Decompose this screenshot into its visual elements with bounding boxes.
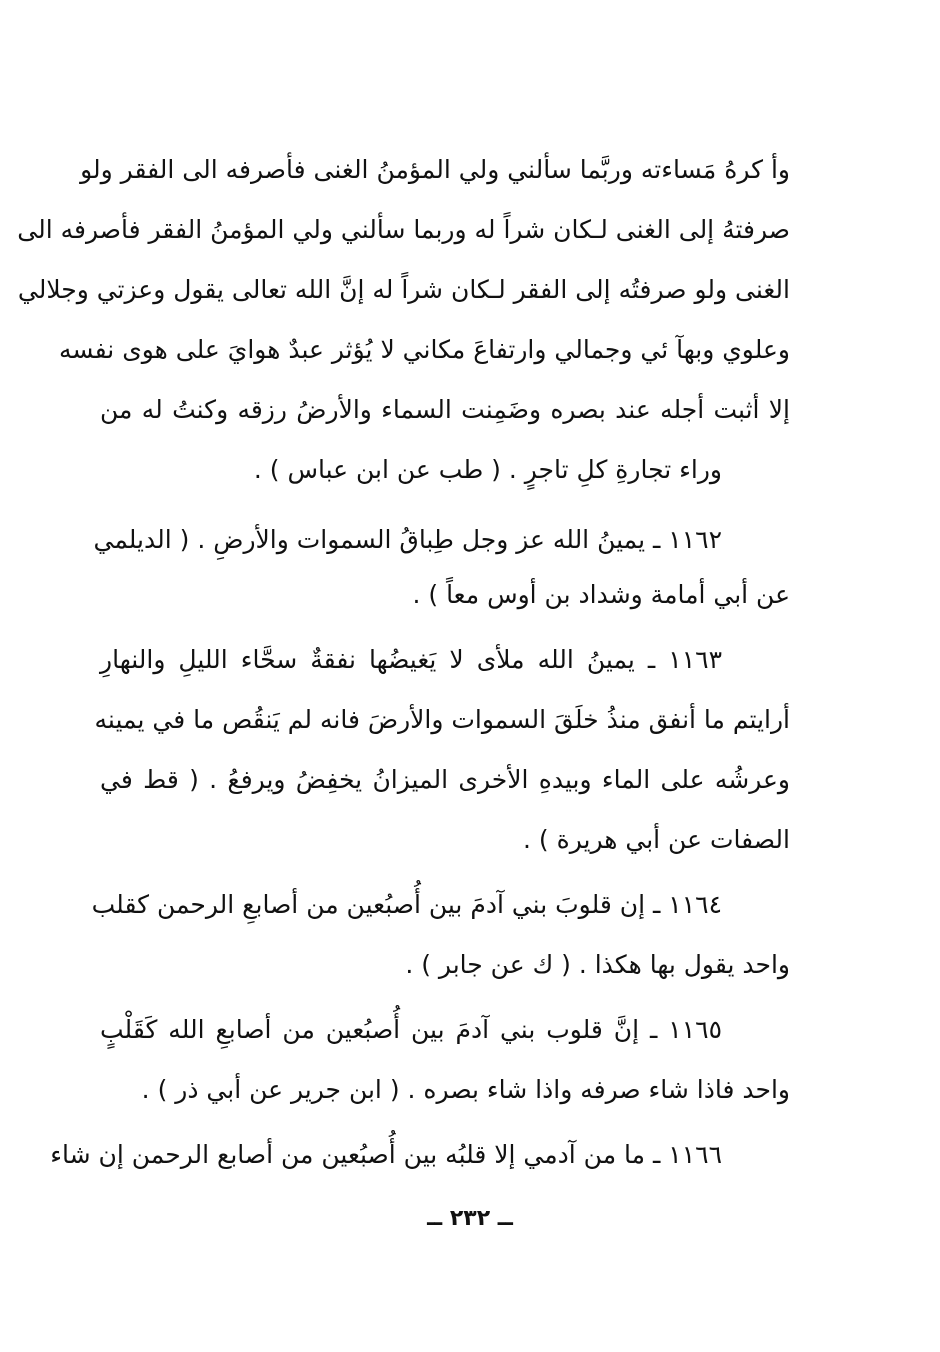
hadith-1164-line-2: واحد يقول بها هكذا . ( ك عن جابر ) . bbox=[405, 950, 790, 979]
hadith-1163-line-2: أرايتم ما أنفق منذُ خلَقَ السموات والأرضَ فانه لم يَنقُص ما في يمينه bbox=[94, 705, 790, 734]
hadith-1162-line-1: ١١٦٢ ـ يمينُ الله عز وجل طِباقُ السموات والأرضِ . ( الديلمي bbox=[93, 525, 722, 554]
text-line-3: الغنى ولو صرفتُه إلى الفقر لـكان شراً له إنَّ الله تعالى يقول وعزتي وجلالي bbox=[17, 275, 790, 304]
text-line-5: إلا أثبت أجله عند بصره وضَمِنت السماء والأرضُ رزقه وكنتُ له من bbox=[100, 395, 790, 424]
hadith-1162-line-2: عن أبي أمامة وشداد بن أوس معاً ) . bbox=[412, 580, 790, 609]
hadith-1163-line-1: ١١٦٣ ـ يمينُ الله ملأى لا يَغيضُها نفقةٌ سحَّاء الليلِ والنهارِ bbox=[100, 645, 722, 674]
hadith-1163-line-4: الصفات عن أبي هريرة ) . bbox=[523, 825, 790, 854]
hadith-1166-line-1: ١١٦٦ ـ ما من آدمي إلا قلبُه بين أُصبُعين من أصابع الرحمن إن شاء bbox=[50, 1140, 722, 1169]
hadith-1165-line-2: واحد فاذا شاء صرفه واذا شاء بصره . ( ابن جرير عن أبي ذر ) . bbox=[141, 1075, 790, 1104]
hadith-1165-line-1: ١١٦٥ ـ إنَّ قلوب بني آدمَ بين أُصبُعين من أصابعِ الله كَقَلْبٍ bbox=[100, 1015, 722, 1044]
text-line-6: وراء تجارةِ كلِ تاجرٍ . ( طب عن ابن عباس ) . bbox=[253, 455, 722, 484]
hadith-1164-line-1: ١١٦٤ ـ إن قلوبَ بني آدمَ بين أُصبُعين من أصابعِ الرحمن كقلب bbox=[91, 890, 722, 919]
hadith-1163-line-3: وعرشُه على الماء وبيدهِ الأخرى الميزانُ يخفِضُ ويرفعُ . ( قط في bbox=[100, 765, 790, 794]
page-number: ــ ٢٣٢ ــ bbox=[427, 1206, 513, 1231]
text-line-1: وأ كرهُ مَساءته وربَّما سألني ولي المؤمنُ الغنى فأصرفه الى الفقر ولو bbox=[80, 155, 790, 184]
text-line-4: وعلوي وبهآ ئي وجمالي وارتفاعَ مكاني لا يُؤثر عبدٌ هوايَ على هوى نفسه bbox=[58, 335, 790, 364]
text-line-2: صرفتهُ إلى الغنى لـكان شراً له وربما سألني ولي المؤمنُ الفقر فأصرفه الى bbox=[17, 215, 790, 244]
